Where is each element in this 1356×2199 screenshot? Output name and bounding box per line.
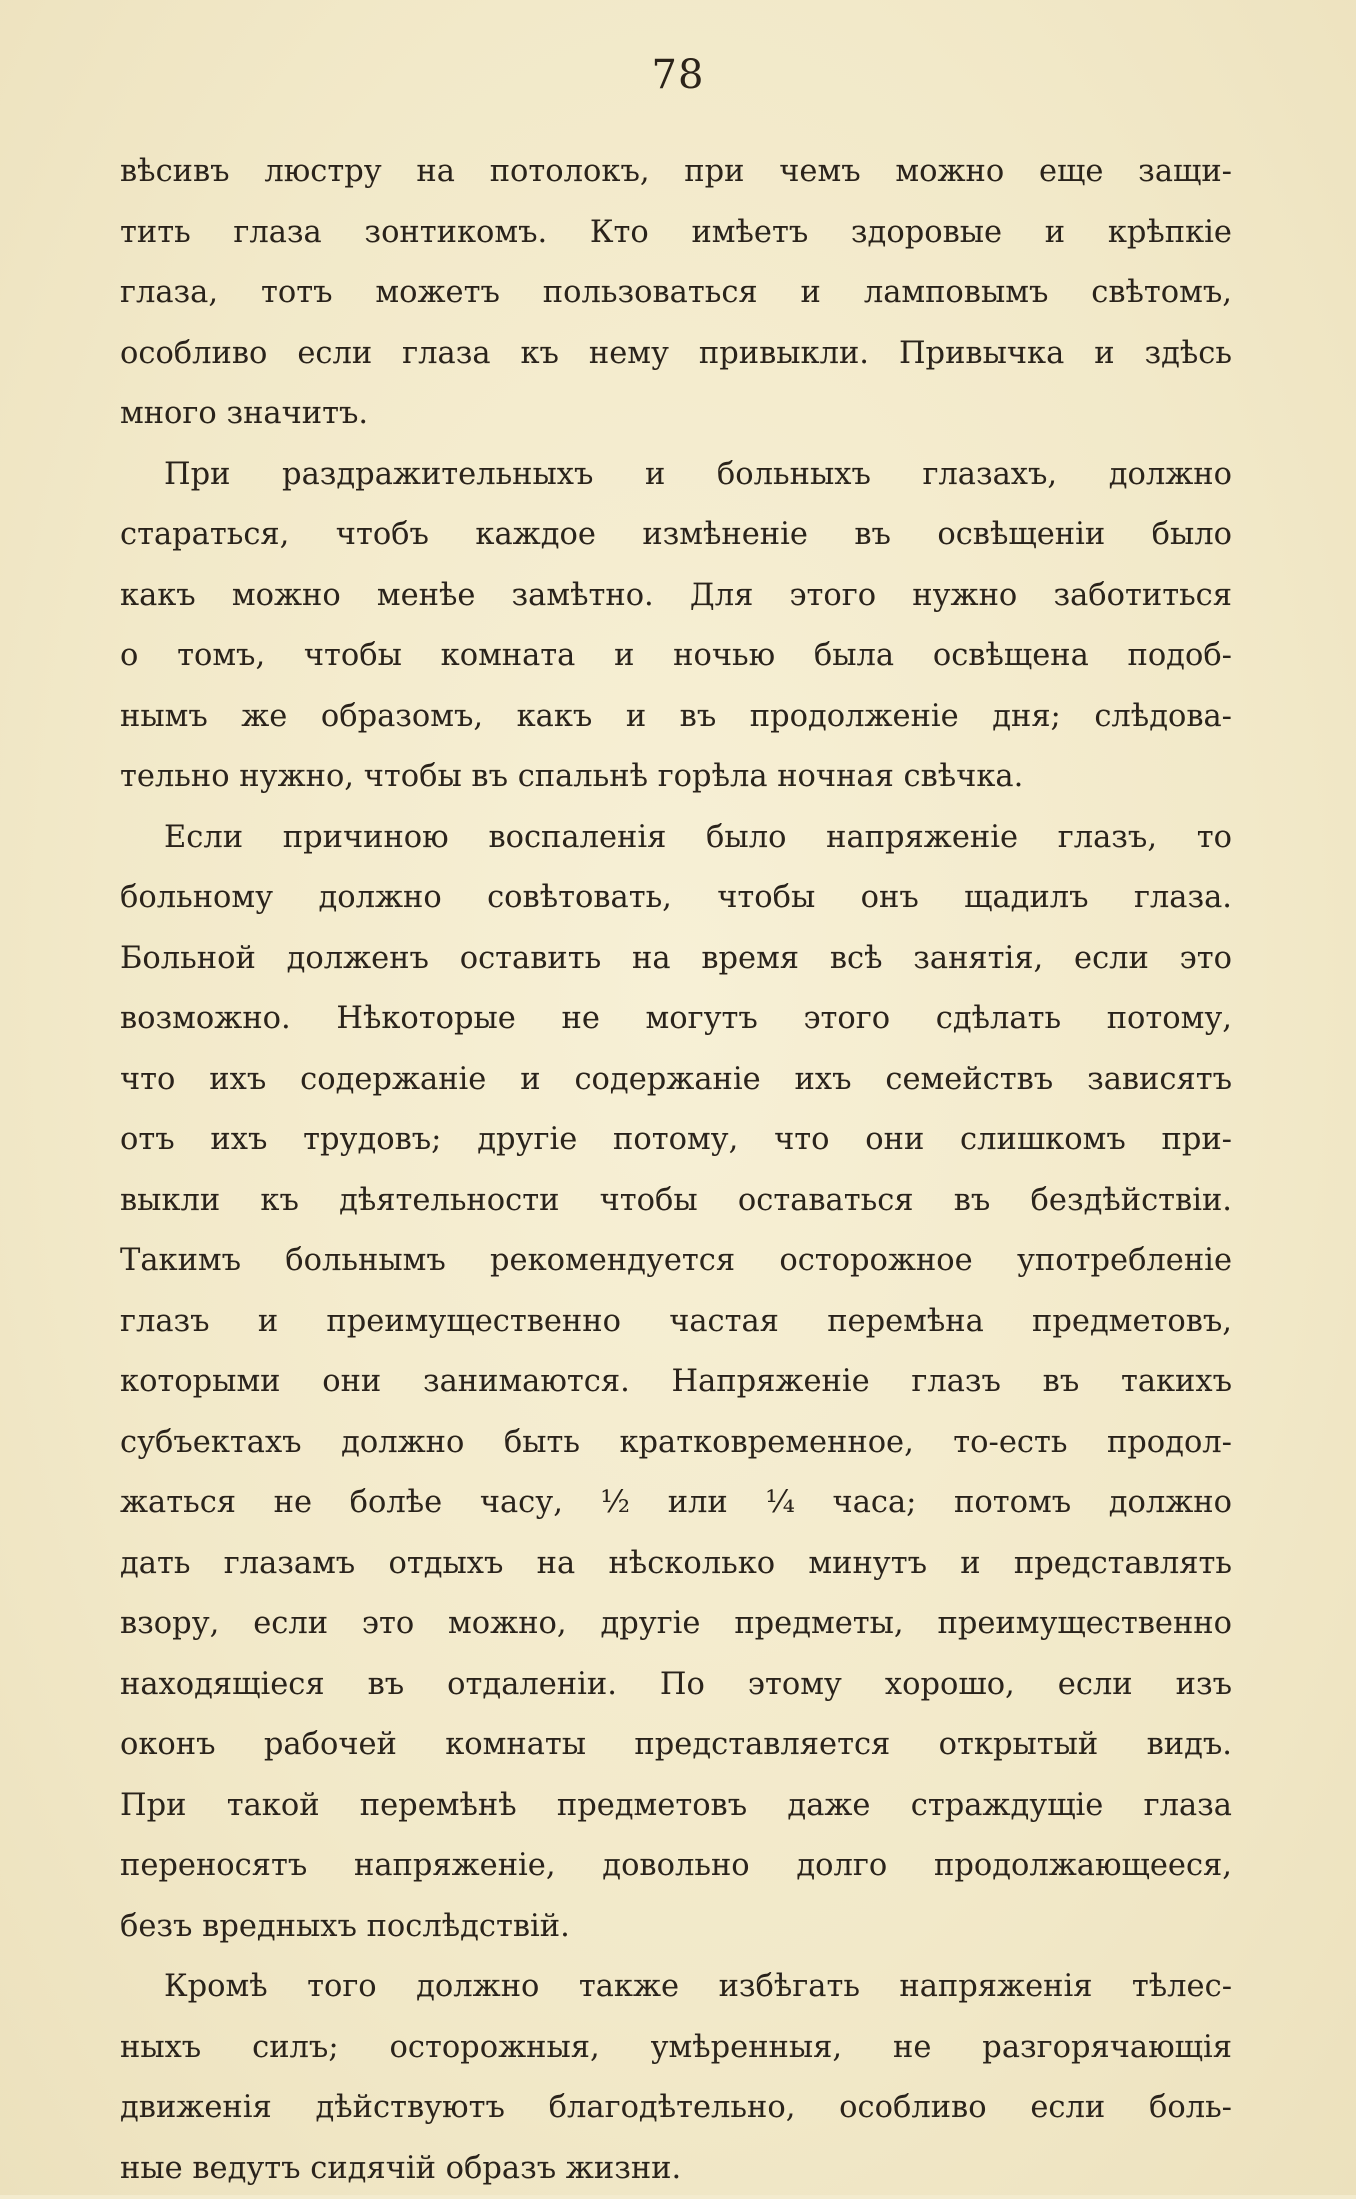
text-line: жаться не болѣе часу, ½ или ¼ часа; потомъ должно [120,1473,1232,1534]
text-line: ныхъ силъ; осторожныя, умѣренныя, не разгорячающія [120,2018,1232,2079]
page-number: 78 [0,52,1356,98]
text-line: стараться, чтобъ каждое измѣненіе въ освѣщеніи было [120,505,1232,566]
text-line: Больной долженъ оставить на время всѣ занятія, если это [120,929,1232,990]
text-line: о томъ, чтобы комната и ночью была освѣщена подоб- [120,626,1232,687]
text-line: Кромѣ того должно также избѣгать напряженія тѣлес- [120,1957,1232,2018]
body-text [120,142,1232,2199]
text-line: При раздражительныхъ и больныхъ глазахъ, должно [120,445,1232,506]
text-line: переносятъ напряженіе, довольно долго продолжающееся, [120,1836,1232,1897]
text-line: что ихъ содержаніе и содержаніе ихъ семействъ зависятъ [120,1050,1232,1111]
text-line: выкли къ дѣятельности чтобы оставаться въ бездѣйствіи. [120,1171,1232,1232]
text-line: особливо если глаза къ нему привыкли. Привычка и здѣсь [120,324,1232,385]
text-line: ные ведутъ сидячій образъ жизни. [120,2139,1232,2199]
text-line: глазъ и преимущественно частая перемѣна предметовъ, [120,1292,1232,1353]
text-line: тельно нужно, чтобы въ спальнѣ горѣла ночная свѣчка. [120,747,1232,808]
text-line: взору, если это можно, другіе предметы, преимущественно [120,1594,1232,1655]
text-line: больному должно совѣтовать, чтобы онъ щадилъ глаза. [120,868,1232,929]
text-line: нымъ же образомъ, какъ и въ продолженіе дня; слѣдова- [120,687,1232,748]
text-line: много значитъ. [120,384,1232,445]
text-line: какъ можно менѣе замѣтно. Для этого нужно заботиться [120,566,1232,627]
text-line: находящіеся въ отдаленіи. По этому хорошо, если изъ [120,1655,1232,1716]
text-line: Если причиною воспаленія было напряженіе глазъ, то [120,808,1232,869]
text-line: движенія дѣйствуютъ благодѣтельно, особливо если боль- [120,2078,1232,2139]
text-line: отъ ихъ трудовъ; другіе потому, что они слишкомъ при- [120,1110,1232,1171]
text-line: тить глаза зонтикомъ. Кто имѣетъ здоровые и крѣпкіе [120,203,1232,264]
text-line: которыми они занимаются. Напряженіе глазъ въ такихъ [120,1352,1232,1413]
text-line: вѣсивъ люстру на потолокъ, при чемъ можно еще защи- [120,142,1232,203]
text-line: возможно. Нѣкоторые не могутъ этого сдѣлать потому, [120,989,1232,1050]
text-line: субъектахъ должно быть кратковременное, то-есть продол- [120,1413,1232,1474]
text-line: Такимъ больнымъ рекомендуется осторожное употребленіе [120,1231,1232,1292]
text-line: дать глазамъ отдыхъ на нѣсколько минутъ и представлять [120,1534,1232,1595]
text-line: безъ вредныхъ послѣдствій. [120,1897,1232,1958]
text-line: глаза, тотъ можетъ пользоваться и ламповымъ свѣтомъ, [120,263,1232,324]
text-line: При такой перемѣнѣ предметовъ даже страждущіе глаза [120,1776,1232,1837]
text-line: оконъ рабочей комнаты представляется открытый видъ. [120,1715,1232,1776]
